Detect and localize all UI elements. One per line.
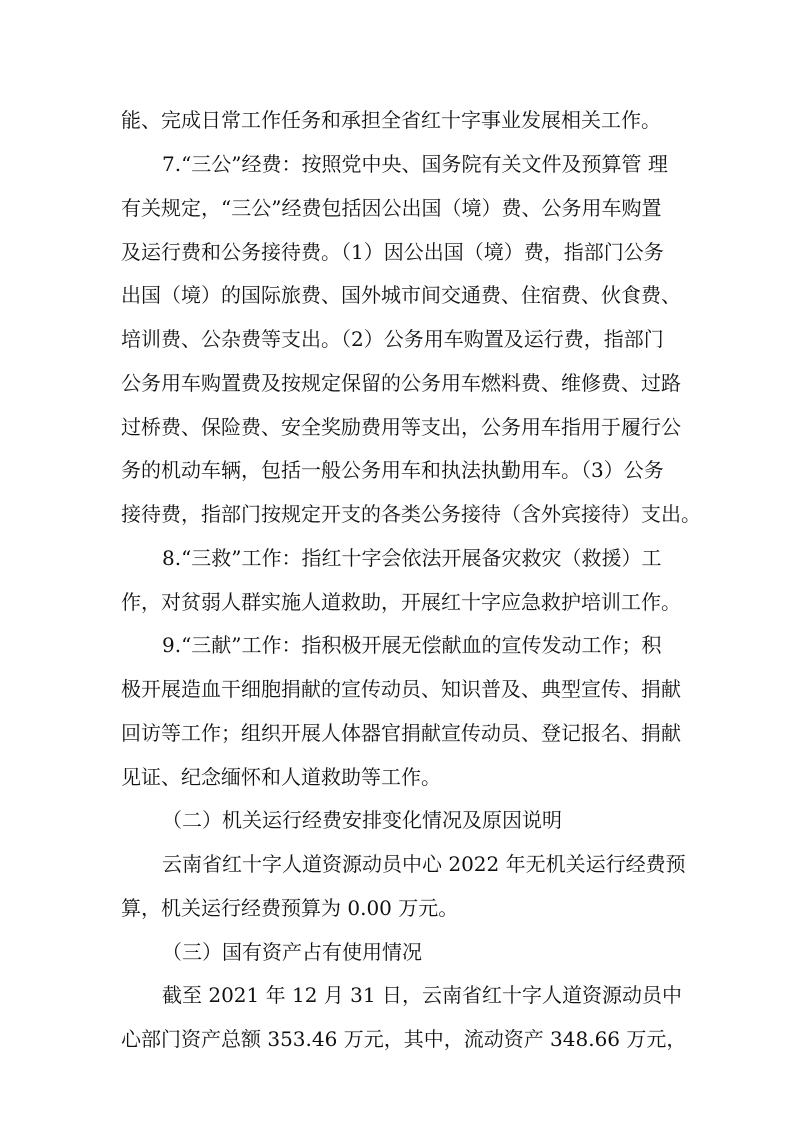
section-heading: （三）国有资产占有使用情况 xyxy=(162,940,422,964)
text-line: 公务用车购置费及按规定保留的公务用车燃料费、维修费、过路 xyxy=(121,371,681,395)
text-line: 有关规定，“三公”经费包括因公出国（境）费、公务用车购置 xyxy=(121,196,662,220)
text-line: 算，机关运行经费预算为 0.00 万元。 xyxy=(121,896,459,920)
text-line: 见证、纪念缅怀和人道救助等工作。 xyxy=(121,765,441,789)
text-line: 7.“三公”经费：按照党中央、国务院有关文件及预算管 理 xyxy=(162,152,668,176)
text-line: 作，对贫弱人群实施人道救助，开展红十字应急救护培训工作。 xyxy=(121,590,681,614)
text-line: 培训费、公杂费等支出。（2）公务用车购置及运行费，指部门 xyxy=(121,327,664,351)
text-line: 及运行费和公务接待费。（1）因公出国（境）费，指部门公务 xyxy=(121,240,664,264)
text-line: 截至 2021 年 12 月 31 日，云南省红十字人道资源动员中 xyxy=(162,983,682,1007)
text-line: 云南省红十字人道资源动员中心 2022 年无机关运行经费预 xyxy=(162,852,686,876)
text-line: 能、完成日常工作任务和承担全省红十字事业发展相关工作。 xyxy=(121,108,661,132)
text-line: 8.“三救”工作：指红十字会依法开展备灾救灾（救援）工 xyxy=(162,546,662,570)
text-line: 务的机动车辆，包括一般公务用车和执法执勤用车。（3）公务 xyxy=(121,458,664,482)
text-line: 9.“三献”工作：指积极开展无偿献血的宣传发动工作；积 xyxy=(162,633,662,657)
text-line: 心部门资产总额 353.46 万元，其中，流动资产 348.66 万元， xyxy=(121,1027,687,1051)
text-line: 回访等工作；组织开展人体器官捐献宣传动员、登记报名、捐献 xyxy=(121,721,681,745)
text-line: 过桥费、保险费、安全奖励费用等支出，公务用车指用于履行公 xyxy=(121,415,681,439)
text-line: 出国（境）的国际旅费、国外城市间交通费、住宿费、伙食费、 xyxy=(121,283,681,307)
text-line: 极开展造血干细胞捐献的宣传动员、知识普及、典型宣传、捐献 xyxy=(121,677,681,701)
text-line: 接待费，指部门按规定开支的各类公务接待（含外宾接待）支出。 xyxy=(121,502,701,526)
section-heading: （二）机关运行经费安排变化情况及原因说明 xyxy=(162,808,562,832)
